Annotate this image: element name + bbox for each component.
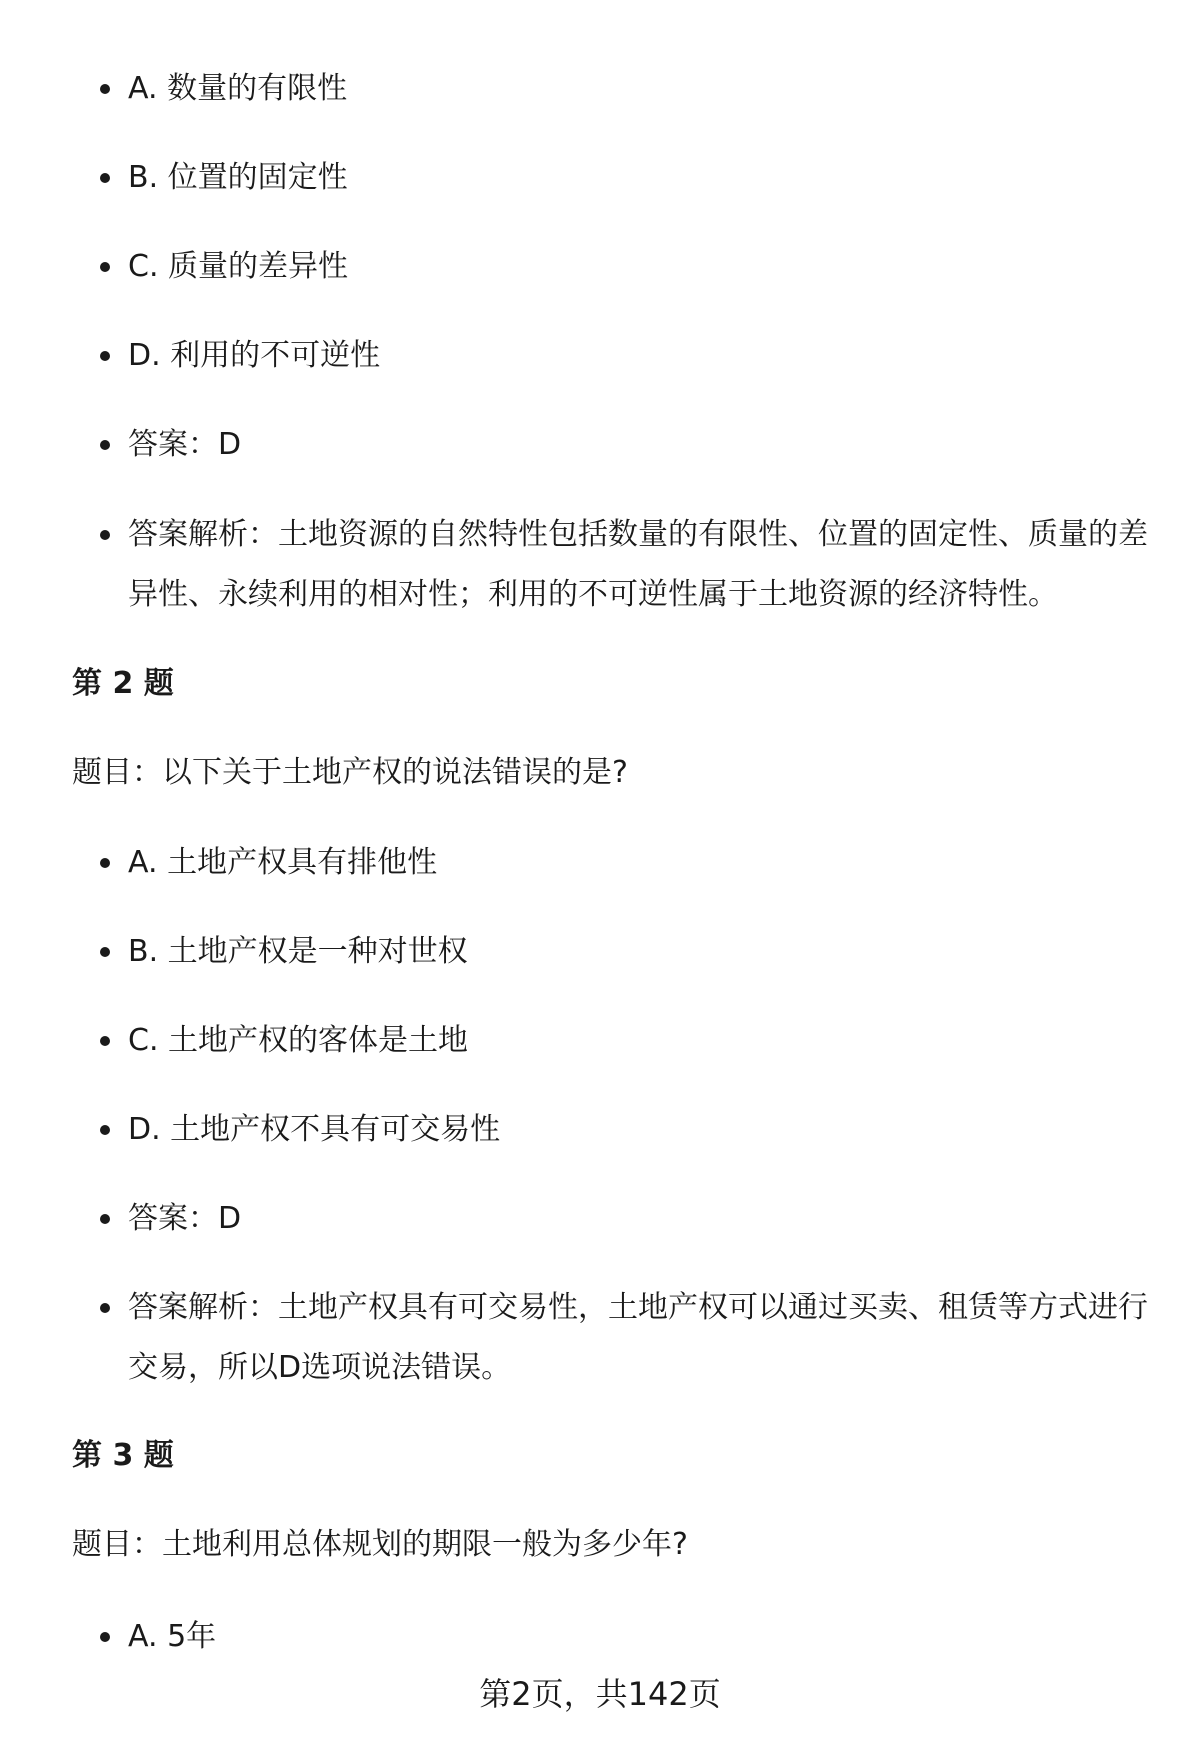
page-number: 第2页，共142页 bbox=[479, 1675, 721, 1713]
bullet-icon bbox=[100, 1632, 110, 1642]
bullet-icon bbox=[100, 858, 110, 868]
q1-option-a: A. 数量的有限性 bbox=[128, 71, 348, 106]
bullet-icon bbox=[100, 440, 110, 450]
bullet-icon bbox=[100, 84, 110, 94]
q2-analysis: 答案解析：土地产权具有可交易性，土地产权可以通过买卖、租赁等方式进行交易，所以D选项说法错误。 bbox=[128, 1290, 1148, 1385]
bullet-icon bbox=[100, 1125, 110, 1135]
bullet-icon bbox=[100, 262, 110, 272]
q1-option-d: D. 利用的不可逆性 bbox=[128, 338, 381, 373]
bullet-icon bbox=[100, 1303, 110, 1313]
bullet-icon bbox=[100, 1214, 110, 1224]
bullet-icon bbox=[100, 530, 110, 540]
question-3-heading: 第 3 题 bbox=[72, 1438, 174, 1473]
question-3-stem: 题目：土地利用总体规划的期限一般为多少年? bbox=[72, 1527, 688, 1562]
q2-option-c: C. 土地产权的客体是土地 bbox=[128, 1023, 469, 1058]
bullet-icon bbox=[100, 173, 110, 183]
bullet-icon bbox=[100, 351, 110, 361]
q2-option-a: A. 土地产权具有排他性 bbox=[128, 845, 438, 880]
q2-option-d: D. 土地产权不具有可交易性 bbox=[128, 1112, 501, 1147]
q1-analysis: 答案解析：土地资源的自然特性包括数量的有限性、位置的固定性、质量的差异性、永续利用的相对性；利用的不可逆性属于土地资源的经济特性。 bbox=[128, 517, 1148, 612]
q1-answer: 答案：D bbox=[128, 427, 242, 462]
question-2-heading: 第 2 题 bbox=[72, 666, 174, 701]
q1-option-c: C. 质量的差异性 bbox=[128, 249, 349, 284]
q2-answer: 答案：D bbox=[128, 1201, 242, 1236]
q2-option-b: B. 土地产权是一种对世权 bbox=[128, 934, 468, 969]
q3-option-a: A. 5年 bbox=[128, 1619, 217, 1654]
question-2-stem: 题目：以下关于土地产权的说法错误的是? bbox=[72, 755, 628, 790]
bullet-icon bbox=[100, 1036, 110, 1046]
bullet-icon bbox=[100, 947, 110, 957]
q1-option-b: B. 位置的固定性 bbox=[128, 160, 348, 195]
